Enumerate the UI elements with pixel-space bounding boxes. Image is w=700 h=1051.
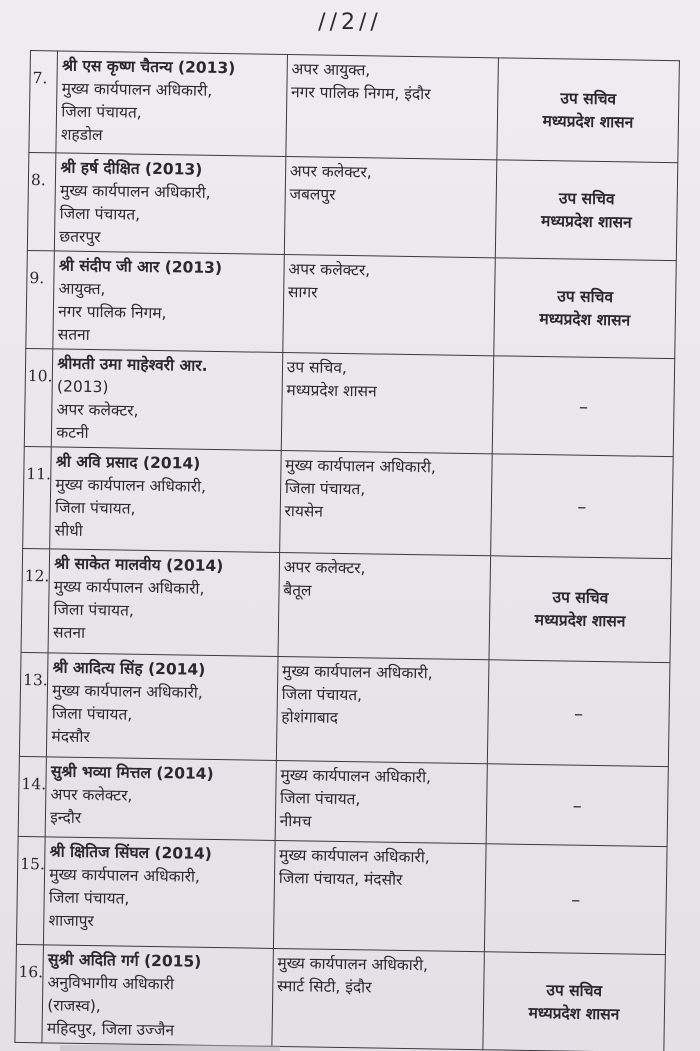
current-posting-line: महिदपुर, जिला उज्जैन: [46, 1019, 175, 1040]
current-posting-line: नगर पालिक निगम,: [58, 302, 167, 323]
current-posting-line: जिला पंचायत,: [53, 600, 135, 620]
additional-charge-cell: [494, 258, 677, 359]
additional-charge-line: उप सचिव: [560, 89, 617, 109]
serial-number: 9.: [26, 250, 55, 348]
new-posting-line: मुख्य कार्यपालन अधिकारी,: [285, 456, 436, 477]
current-posting-line: कटनी: [56, 423, 89, 442]
current-posting-line: छतरपुर: [59, 227, 101, 247]
officer-name: श्रीमती उमा माहेश्वरी आर.: [57, 354, 208, 375]
serial-number: 13.: [19, 652, 48, 756]
page-edge-shadow: [60, 1045, 280, 1051]
current-posting-cell: [48, 549, 279, 657]
new-posting-line: उप सचिव,: [286, 358, 348, 378]
additional-charge-line: उप सचिव: [558, 189, 615, 209]
current-posting-line: अपर कलेक्टर,: [50, 785, 133, 805]
new-posting-line: बैतूल: [283, 581, 312, 600]
table-row: [24, 348, 674, 456]
current-posting-line: जिला पंचायत,: [51, 704, 133, 724]
additional-charge-line: –: [572, 795, 582, 817]
table-row: [18, 756, 668, 846]
current-posting-line: जिला पंचायत,: [61, 102, 142, 122]
additional-charge-line: मध्यप्रदेश शासन: [539, 310, 631, 330]
current-posting-line: (2013): [56, 377, 109, 397]
new-posting-cell: [284, 157, 497, 258]
new-posting-line: अपर आयुक्त,: [291, 60, 371, 80]
additional-charge-line: –: [573, 703, 584, 725]
current-posting-line: मुख्य कार्यपालन अधिकारी,: [61, 79, 213, 100]
current-posting-cell: [53, 251, 284, 353]
current-posting-cell: [50, 447, 281, 553]
officer-name: श्री हर्ष दीक्षित (2013): [60, 158, 203, 179]
table-row: [27, 152, 677, 260]
serial-number: 11.: [23, 446, 52, 548]
current-posting-line: सीधी: [54, 521, 83, 540]
current-posting-cell: [44, 837, 275, 949]
table-row: [26, 250, 676, 358]
additional-charge-line: उप सचिव: [557, 287, 614, 307]
posting-table-body: [15, 51, 680, 1051]
additional-charge-line: मध्यप्रदेश शासन: [528, 1003, 620, 1024]
current-posting-line: जिला पंचायत,: [54, 498, 136, 518]
current-posting-line: सतना: [52, 623, 86, 642]
current-posting-line: अनुविभागीय अधिकारी: [47, 973, 175, 994]
new-posting-line: नगर पालिक निगम, इंदौर: [290, 83, 431, 104]
current-posting-cell: [45, 757, 276, 841]
new-posting-line: स्मार्ट सिटी, इंदौर: [276, 976, 372, 997]
current-posting-line: सतना: [57, 325, 90, 344]
current-posting-line: (राजस्व),: [47, 996, 101, 1016]
serial-number: 16.: [15, 944, 44, 1042]
new-posting-line: जिला पंचायत,: [284, 479, 366, 499]
officer-name: श्री संदीप जी आर (2013): [58, 256, 223, 278]
serial-number: 14.: [18, 756, 47, 836]
additional-charge-line: –: [571, 889, 581, 911]
table-row: [21, 548, 672, 662]
new-posting-cell: [276, 656, 489, 763]
officer-name: श्री साकेत मालवीय (2014): [54, 554, 224, 576]
current-posting-line: मुख्य कार्यपालन अधिकारी,: [52, 681, 203, 702]
current-posting-line: आयुक्त,: [58, 279, 106, 299]
new-posting-cell: [272, 948, 485, 1049]
current-posting-cell: [47, 653, 278, 761]
new-posting-line: मुख्य कार्यपालन अधिकारी,: [277, 954, 429, 975]
additional-charge-cell: [483, 952, 666, 1051]
serial-number: 12.: [21, 548, 50, 652]
new-posting-cell: [279, 450, 492, 555]
table-row: [16, 836, 667, 954]
additional-charge-line: उप सचिव: [546, 981, 603, 1001]
serial-number: 10.: [24, 348, 53, 446]
current-posting-cell: [52, 349, 283, 451]
new-posting-line: रायसेन: [284, 502, 324, 521]
current-posting-line: अपर कलेक्टर,: [56, 400, 139, 420]
current-posting-line: मुख्य कार्यपालन अधिकारी,: [49, 865, 201, 886]
new-posting-line: जिला पंचायत,: [281, 685, 363, 705]
new-posting-line: अपर कलेक्टर,: [288, 260, 371, 280]
additional-charge-cell: [487, 660, 670, 767]
posting-table: [14, 50, 680, 1051]
page-number: //2//: [318, 10, 382, 35]
current-posting-cell: [55, 153, 286, 255]
new-posting-cell: [275, 760, 487, 843]
new-posting-cell: [286, 55, 499, 160]
additional-charge-line: –: [577, 496, 587, 518]
additional-charge-cell: [491, 454, 674, 559]
current-posting-cell: [42, 945, 273, 1047]
new-posting-line: अपर कलेक्टर,: [289, 162, 372, 182]
current-posting-line: मंदसौर: [51, 727, 90, 747]
new-posting-cell: [273, 840, 486, 951]
officer-name: श्री क्षितिज सिंघल (2014): [49, 842, 212, 863]
new-posting-line: मध्यप्रदेश शासन: [286, 381, 377, 401]
new-posting-line: जिला पंचायत, मंदसौर: [278, 869, 403, 889]
table-row: [23, 446, 674, 558]
new-posting-line: जिला पंचायत,: [279, 789, 361, 809]
current-posting-line: मुख्य कार्यपालन अधिकारी,: [59, 181, 211, 202]
additional-charge-cell: [484, 844, 667, 955]
additional-charge-cell: [486, 764, 668, 847]
serial-number: 15.: [16, 836, 45, 944]
new-posting-cell: [278, 552, 491, 659]
current-posting-line: जिला पंचायत,: [48, 888, 130, 908]
additional-charge-line: –: [578, 396, 589, 418]
current-posting-line: मुख्य कार्यपालन अधिकारी,: [55, 475, 207, 496]
new-posting-line: मुख्य कार्यपालन अधिकारी,: [278, 846, 430, 867]
current-posting-line: शाजापुर: [48, 911, 94, 931]
serial-number: 7.: [29, 51, 58, 153]
current-posting-line: शहडोल: [60, 125, 103, 145]
additional-charge-cell: [495, 160, 678, 261]
additional-charge-cell: [492, 356, 675, 457]
new-posting-line: मुख्य कार्यपालन अधिकारी,: [281, 662, 433, 683]
additional-charge-line: मध्यप्रदेश शासन: [534, 610, 626, 631]
current-posting-cell: [56, 51, 287, 157]
new-posting-line: मुख्य कार्यपालन अधिकारी,: [280, 766, 432, 787]
current-posting-line: जिला पंचायत,: [59, 204, 141, 224]
additional-charge-line: मध्यप्रदेश शासन: [542, 112, 634, 132]
posting-table-wrapper: [14, 50, 680, 1051]
new-posting-cell: [281, 353, 494, 454]
additional-charge-line: मध्यप्रदेश शासन: [540, 212, 632, 232]
serial-number: 8.: [27, 152, 56, 250]
new-posting-line: सागर: [287, 283, 318, 302]
table-row: [19, 652, 670, 766]
table-row: [29, 51, 680, 163]
officer-name: श्री आदित्य सिंह (2014): [52, 658, 206, 679]
new-posting-cell: [283, 255, 496, 356]
officer-name: सुश्री भव्या मित्तल (2014): [50, 762, 214, 783]
current-posting-line: मुख्य कार्यपालन अधिकारी,: [53, 577, 205, 598]
new-posting-line: नीमच: [279, 812, 312, 831]
additional-charge-cell: [489, 556, 672, 663]
officer-name: सुश्री अदिति गर्ग (2015): [47, 950, 202, 971]
officer-name: श्री अवि प्रसाद (2014): [55, 452, 201, 473]
officer-name: श्री एस कृष्ण चैतन्य (2013): [61, 56, 236, 78]
additional-charge-line: उप सचिव: [552, 588, 609, 608]
new-posting-line: जबलपुर: [289, 185, 336, 204]
new-posting-line: होशंगाबाद: [281, 708, 339, 727]
new-posting-line: अपर कलेक्टर,: [283, 558, 366, 578]
additional-charge-cell: [497, 58, 680, 163]
table-row: [15, 944, 665, 1051]
current-posting-line: इन्दौर: [50, 808, 82, 827]
